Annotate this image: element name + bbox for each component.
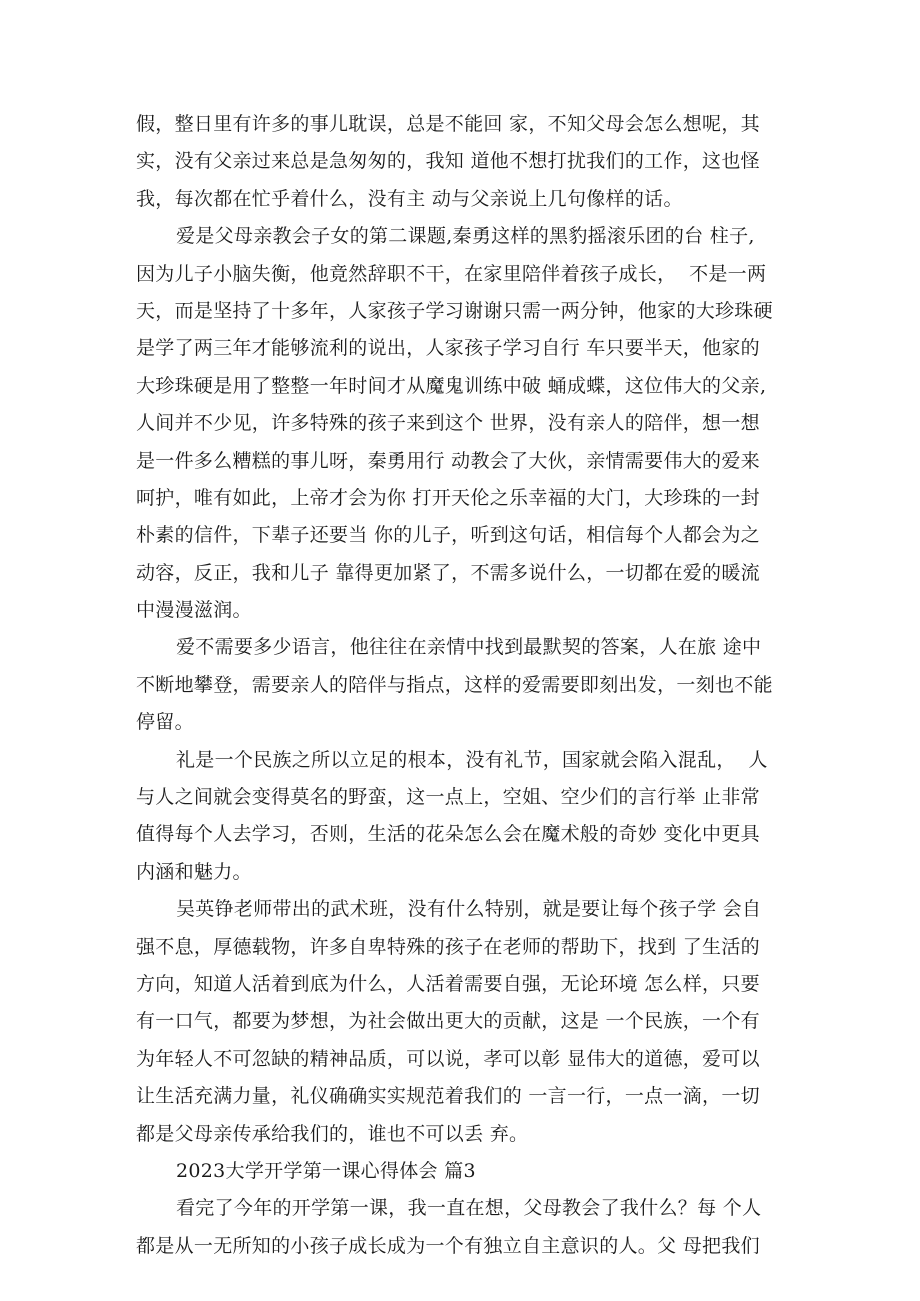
text-line: 是学了两三年才能够流利的说出，人家孩子学习自行 车只要半天，他家的 — [136, 337, 760, 360]
text-line: 大珍珠硬是用了整整一年时间才从魔鬼训练中破 蛹成蝶，这位伟大的父亲, — [136, 374, 767, 397]
text-line: 与人之间就会变得莫名的野蛮，这一点上，空姐、空少们的言行举 止非常 — [136, 786, 760, 809]
text-line: 有一口气，都要为梦想，为社会做出更大的贡献，这是 一个民族，一个有 — [136, 1010, 760, 1033]
text-line: 停留。 — [136, 711, 194, 734]
text-line: 值得每个人去学习，否则，生活的花朵怎么会在魔术般的奇妙 变化中更具 — [136, 823, 760, 846]
text-line: 吴英铮老师带出的武术班，没有什么特别，就是要让每个孩子学 会自 — [176, 898, 762, 921]
text-line: 中漫漫滋润。 — [136, 599, 252, 622]
text-line: 都是父母亲传承给我们的，谁也不可以丢 弃。 — [136, 1122, 529, 1145]
text-line: 呵护，唯有如此，上帝才会为你 打开天伦之乐幸福的大门，大珍珠的一封 — [136, 486, 760, 509]
text-line: 动容，反正，我和儿子 靠得更加紧了，不需多说什么，一切都在爱的暖流 — [136, 561, 760, 584]
text-line: 2023大学开学第一课心得体会 篇3 — [176, 1159, 476, 1182]
text-line: 天，而是坚持了十多年，人家孩子学习谢谢只需一两分钟，他家的大珍珠硬 — [136, 299, 773, 322]
text-line: 假，整日里有许多的事儿耽误，总是不能回 家，不知父母会怎么想呢，其 — [136, 113, 760, 135]
text-line: 朴素的信件，下辈子还要当 你的儿子，听到这句话，相信每个人都会为之 — [136, 524, 760, 547]
text-line: 爱是父母亲教会子女的第二课题,秦勇这样的黑豹摇滚乐团的台 柱子, — [176, 225, 755, 248]
text-line: 因为儿子小脑失衡，他竟然辞职不干，在家里陪伴着孩子成长， 不是一两 — [136, 262, 767, 285]
text-line: 强不息，厚德载物，许多自卑特殊的孩子在老师的帮助下，找到 了生活的 — [136, 935, 760, 958]
text-line: 方向，知道人活着到底为什么，人活着需要自强，无论环境 怎么样，只要 — [136, 972, 760, 995]
text-line: 都是从一无所知的小孩子成长成为一个有独立自主意识的人。父 母把我们 — [136, 1234, 760, 1257]
text-line: 看完了今年的开学第一课，我一直在想，父母教会了我什么？每 个人 — [176, 1197, 762, 1220]
text-line: 人间并不少见，许多特殊的孩子来到这个 世界，没有亲人的陪伴，想一想 — [136, 412, 760, 435]
text-line: 不断地攀登，需要亲人的陪伴与指点，这样的爱需要即刻出发，一刻也不能 — [136, 673, 773, 696]
text-line: 实，没有父亲过来总是急匆匆的，我知 道他不想打扰我们的工作，这也怪 — [136, 150, 760, 173]
text-line: 礼是一个民族之所以立足的根本，没有礼节，国家就会陷入混乱， 人 — [176, 748, 768, 771]
text-line: 爱不需要多少语言，他往往在亲情中找到最默契的答案，人在旅 途中 — [176, 636, 762, 659]
text-line: 我，每次都在忙乎着什么，没有主 动与父亲说上几句像样的话。 — [136, 187, 683, 210]
text-line: 为年轻人不可忽缺的精神品质，可以说，孝可以彰 显伟大的道德，爱可以 — [136, 1047, 760, 1070]
text-line: 是一件多么糟糕的事儿呀，秦勇用行 动教会了大伙，亲情需要伟大的爱来 — [136, 449, 760, 472]
document-body — [136, 106, 796, 1265]
text-line: 内涵和魅力。 — [136, 860, 252, 883]
text-line: 让生活充满力量，礼仪确确实实规范着我们的 一言一行，一点一滴，一切 — [136, 1085, 760, 1108]
